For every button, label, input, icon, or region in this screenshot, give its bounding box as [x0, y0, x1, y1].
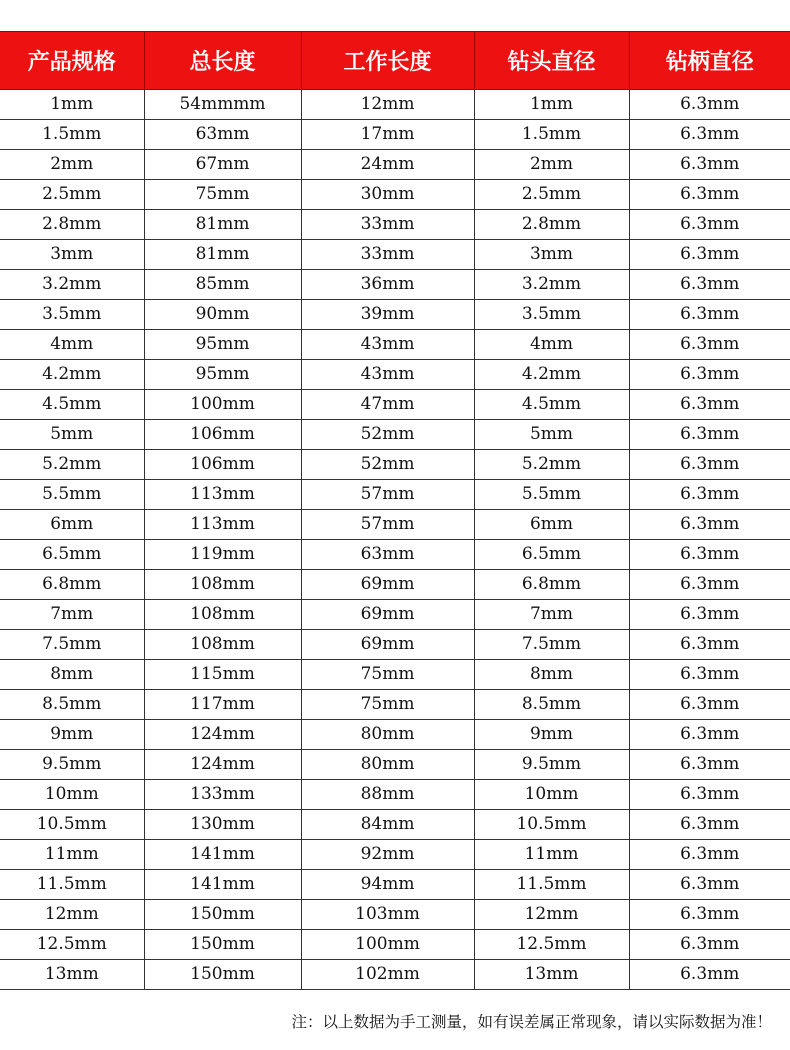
- header-product-spec: 产品规格: [0, 32, 144, 90]
- cell-product-spec: 8.5mm: [0, 690, 144, 720]
- cell-working-length: 80mm: [301, 720, 474, 750]
- cell-shank-diameter: 6.3mm: [629, 540, 790, 570]
- cell-product-spec: 2mm: [0, 150, 144, 180]
- cell-total-length: 150mm: [144, 900, 301, 930]
- cell-product-spec: 5mm: [0, 420, 144, 450]
- cell-bit-diameter: 2mm: [474, 150, 629, 180]
- cell-total-length: 100mm: [144, 390, 301, 420]
- cell-product-spec: 12.5mm: [0, 930, 144, 960]
- cell-working-length: 24mm: [301, 150, 474, 180]
- table-header: [0, 32, 790, 90]
- cell-working-length: 30mm: [301, 180, 474, 210]
- cell-product-spec: 9mm: [0, 720, 144, 750]
- table-row: [0, 420, 790, 450]
- cell-shank-diameter: 6.3mm: [629, 510, 790, 540]
- table-row: [0, 810, 790, 840]
- cell-working-length: 103mm: [301, 900, 474, 930]
- cell-working-length: 57mm: [301, 510, 474, 540]
- cell-product-spec: 4.5mm: [0, 390, 144, 420]
- cell-shank-diameter: 6.3mm: [629, 780, 790, 810]
- table-row: [0, 270, 790, 300]
- cell-shank-diameter: 6.3mm: [629, 330, 790, 360]
- cell-product-spec: 6.5mm: [0, 540, 144, 570]
- cell-total-length: 108mm: [144, 600, 301, 630]
- cell-bit-diameter: 6.8mm: [474, 570, 629, 600]
- table-row: [0, 630, 790, 660]
- cell-product-spec: 9.5mm: [0, 750, 144, 780]
- cell-total-length: 63mm: [144, 120, 301, 150]
- cell-total-length: 95mm: [144, 330, 301, 360]
- cell-working-length: 88mm: [301, 780, 474, 810]
- cell-working-length: 36mm: [301, 270, 474, 300]
- cell-shank-diameter: 6.3mm: [629, 720, 790, 750]
- cell-total-length: 85mm: [144, 270, 301, 300]
- cell-working-length: 75mm: [301, 660, 474, 690]
- table-row: [0, 330, 790, 360]
- cell-working-length: 69mm: [301, 600, 474, 630]
- table-row: [0, 450, 790, 480]
- cell-product-spec: 4mm: [0, 330, 144, 360]
- table-row: [0, 600, 790, 630]
- table-row: [0, 660, 790, 690]
- cell-bit-diameter: 1mm: [474, 90, 629, 120]
- cell-working-length: 92mm: [301, 840, 474, 870]
- cell-bit-diameter: 5.2mm: [474, 450, 629, 480]
- cell-shank-diameter: 6.3mm: [629, 660, 790, 690]
- table-row: [0, 480, 790, 510]
- cell-bit-diameter: 6.5mm: [474, 540, 629, 570]
- cell-working-length: 17mm: [301, 120, 474, 150]
- cell-total-length: 119mm: [144, 540, 301, 570]
- cell-shank-diameter: 6.3mm: [629, 390, 790, 420]
- cell-total-length: 95mm: [144, 360, 301, 390]
- cell-total-length: 150mm: [144, 960, 301, 990]
- table-body: [0, 90, 790, 990]
- table-row: [0, 540, 790, 570]
- cell-total-length: 106mm: [144, 420, 301, 450]
- cell-product-spec: 10.5mm: [0, 810, 144, 840]
- cell-product-spec: 1.5mm: [0, 120, 144, 150]
- header-shank-diameter: 钻柄直径: [629, 32, 790, 90]
- header-row: [0, 32, 790, 90]
- cell-total-length: 75mm: [144, 180, 301, 210]
- cell-working-length: 33mm: [301, 240, 474, 270]
- cell-product-spec: 3mm: [0, 240, 144, 270]
- cell-working-length: 63mm: [301, 540, 474, 570]
- cell-shank-diameter: 6.3mm: [629, 900, 790, 930]
- cell-product-spec: 5.5mm: [0, 480, 144, 510]
- cell-total-length: 90mm: [144, 300, 301, 330]
- cell-working-length: 75mm: [301, 690, 474, 720]
- table-row: [0, 300, 790, 330]
- cell-shank-diameter: 6.3mm: [629, 600, 790, 630]
- cell-total-length: 108mm: [144, 570, 301, 600]
- table-row: [0, 90, 790, 120]
- table-row: [0, 510, 790, 540]
- cell-total-length: 113mm: [144, 510, 301, 540]
- cell-bit-diameter: 10.5mm: [474, 810, 629, 840]
- header-working-length: 工作长度: [301, 32, 474, 90]
- cell-working-length: 43mm: [301, 360, 474, 390]
- cell-shank-diameter: 6.3mm: [629, 180, 790, 210]
- cell-product-spec: 1mm: [0, 90, 144, 120]
- cell-total-length: 113mm: [144, 480, 301, 510]
- cell-bit-diameter: 7mm: [474, 600, 629, 630]
- table-row: [0, 570, 790, 600]
- cell-total-length: 141mm: [144, 870, 301, 900]
- cell-total-length: 124mm: [144, 720, 301, 750]
- cell-bit-diameter: 11mm: [474, 840, 629, 870]
- cell-total-length: 115mm: [144, 660, 301, 690]
- cell-shank-diameter: 6.3mm: [629, 420, 790, 450]
- cell-shank-diameter: 6.3mm: [629, 960, 790, 990]
- cell-working-length: 33mm: [301, 210, 474, 240]
- cell-product-spec: 2.8mm: [0, 210, 144, 240]
- cell-working-length: 52mm: [301, 420, 474, 450]
- cell-product-spec: 6mm: [0, 510, 144, 540]
- cell-shank-diameter: 6.3mm: [629, 150, 790, 180]
- cell-shank-diameter: 6.3mm: [629, 930, 790, 960]
- table-row: [0, 210, 790, 240]
- table-row: [0, 360, 790, 390]
- cell-working-length: 57mm: [301, 480, 474, 510]
- table-row: [0, 240, 790, 270]
- table-row: [0, 960, 790, 990]
- cell-total-length: 141mm: [144, 840, 301, 870]
- cell-shank-diameter: 6.3mm: [629, 630, 790, 660]
- table-row: [0, 900, 790, 930]
- cell-total-length: 54mmmm: [144, 90, 301, 120]
- cell-shank-diameter: 6.3mm: [629, 300, 790, 330]
- cell-bit-diameter: 2.8mm: [474, 210, 629, 240]
- cell-shank-diameter: 6.3mm: [629, 480, 790, 510]
- cell-total-length: 106mm: [144, 450, 301, 480]
- cell-bit-diameter: 4mm: [474, 330, 629, 360]
- cell-shank-diameter: 6.3mm: [629, 360, 790, 390]
- cell-shank-diameter: 6.3mm: [629, 120, 790, 150]
- cell-shank-diameter: 6.3mm: [629, 870, 790, 900]
- table-row: [0, 750, 790, 780]
- cell-bit-diameter: 10mm: [474, 780, 629, 810]
- cell-working-length: 94mm: [301, 870, 474, 900]
- cell-product-spec: 11.5mm: [0, 870, 144, 900]
- cell-shank-diameter: 6.3mm: [629, 450, 790, 480]
- cell-shank-diameter: 6.3mm: [629, 90, 790, 120]
- cell-total-length: 81mm: [144, 210, 301, 240]
- cell-working-length: 100mm: [301, 930, 474, 960]
- cell-bit-diameter: 12mm: [474, 900, 629, 930]
- cell-working-length: 80mm: [301, 750, 474, 780]
- cell-product-spec: 8mm: [0, 660, 144, 690]
- cell-working-length: 102mm: [301, 960, 474, 990]
- cell-total-length: 150mm: [144, 930, 301, 960]
- cell-shank-diameter: 6.3mm: [629, 210, 790, 240]
- cell-bit-diameter: 8mm: [474, 660, 629, 690]
- cell-working-length: 12mm: [301, 90, 474, 120]
- header-bit-diameter: 钻头直径: [474, 32, 629, 90]
- table-row: [0, 780, 790, 810]
- cell-total-length: 117mm: [144, 690, 301, 720]
- table-row: [0, 390, 790, 420]
- table-row: [0, 690, 790, 720]
- cell-total-length: 130mm: [144, 810, 301, 840]
- cell-bit-diameter: 4.2mm: [474, 360, 629, 390]
- cell-product-spec: 13mm: [0, 960, 144, 990]
- cell-working-length: 47mm: [301, 390, 474, 420]
- table-row: [0, 150, 790, 180]
- cell-working-length: 69mm: [301, 630, 474, 660]
- cell-total-length: 124mm: [144, 750, 301, 780]
- cell-product-spec: 12mm: [0, 900, 144, 930]
- cell-bit-diameter: 9mm: [474, 720, 629, 750]
- cell-bit-diameter: 3mm: [474, 240, 629, 270]
- cell-bit-diameter: 5.5mm: [474, 480, 629, 510]
- cell-total-length: 67mm: [144, 150, 301, 180]
- cell-product-spec: 7.5mm: [0, 630, 144, 660]
- cell-shank-diameter: 6.3mm: [629, 810, 790, 840]
- cell-product-spec: 4.2mm: [0, 360, 144, 390]
- cell-working-length: 39mm: [301, 300, 474, 330]
- table-row: [0, 840, 790, 870]
- cell-bit-diameter: 8.5mm: [474, 690, 629, 720]
- cell-bit-diameter: 5mm: [474, 420, 629, 450]
- cell-product-spec: 2.5mm: [0, 180, 144, 210]
- table-row: [0, 870, 790, 900]
- cell-shank-diameter: 6.3mm: [629, 750, 790, 780]
- header-total-length: 总长度: [144, 32, 301, 90]
- cell-working-length: 69mm: [301, 570, 474, 600]
- cell-shank-diameter: 6.3mm: [629, 240, 790, 270]
- cell-shank-diameter: 6.3mm: [629, 270, 790, 300]
- cell-bit-diameter: 6mm: [474, 510, 629, 540]
- cell-bit-diameter: 1.5mm: [474, 120, 629, 150]
- cell-total-length: 81mm: [144, 240, 301, 270]
- table-row: [0, 120, 790, 150]
- cell-product-spec: 10mm: [0, 780, 144, 810]
- cell-bit-diameter: 3.5mm: [474, 300, 629, 330]
- cell-product-spec: 6.8mm: [0, 570, 144, 600]
- cell-product-spec: 3.5mm: [0, 300, 144, 330]
- cell-bit-diameter: 2.5mm: [474, 180, 629, 210]
- cell-bit-diameter: 12.5mm: [474, 930, 629, 960]
- cell-total-length: 133mm: [144, 780, 301, 810]
- cell-product-spec: 5.2mm: [0, 450, 144, 480]
- table-row: [0, 720, 790, 750]
- cell-bit-diameter: 9.5mm: [474, 750, 629, 780]
- cell-total-length: 108mm: [144, 630, 301, 660]
- cell-working-length: 43mm: [301, 330, 474, 360]
- footnote: 注：以上数据为手工测量，如有误差属正常现象，请以实际数据为准！: [291, 1013, 772, 1031]
- cell-shank-diameter: 6.3mm: [629, 840, 790, 870]
- cell-product-spec: 11mm: [0, 840, 144, 870]
- spec-table: [0, 31, 790, 990]
- cell-shank-diameter: 6.3mm: [629, 570, 790, 600]
- cell-bit-diameter: 4.5mm: [474, 390, 629, 420]
- cell-bit-diameter: 3.2mm: [474, 270, 629, 300]
- table-row: [0, 930, 790, 960]
- cell-working-length: 84mm: [301, 810, 474, 840]
- cell-working-length: 52mm: [301, 450, 474, 480]
- cell-product-spec: 7mm: [0, 600, 144, 630]
- cell-bit-diameter: 7.5mm: [474, 630, 629, 660]
- cell-shank-diameter: 6.3mm: [629, 690, 790, 720]
- cell-bit-diameter: 11.5mm: [474, 870, 629, 900]
- cell-bit-diameter: 13mm: [474, 960, 629, 990]
- table-row: [0, 180, 790, 210]
- cell-product-spec: 3.2mm: [0, 270, 144, 300]
